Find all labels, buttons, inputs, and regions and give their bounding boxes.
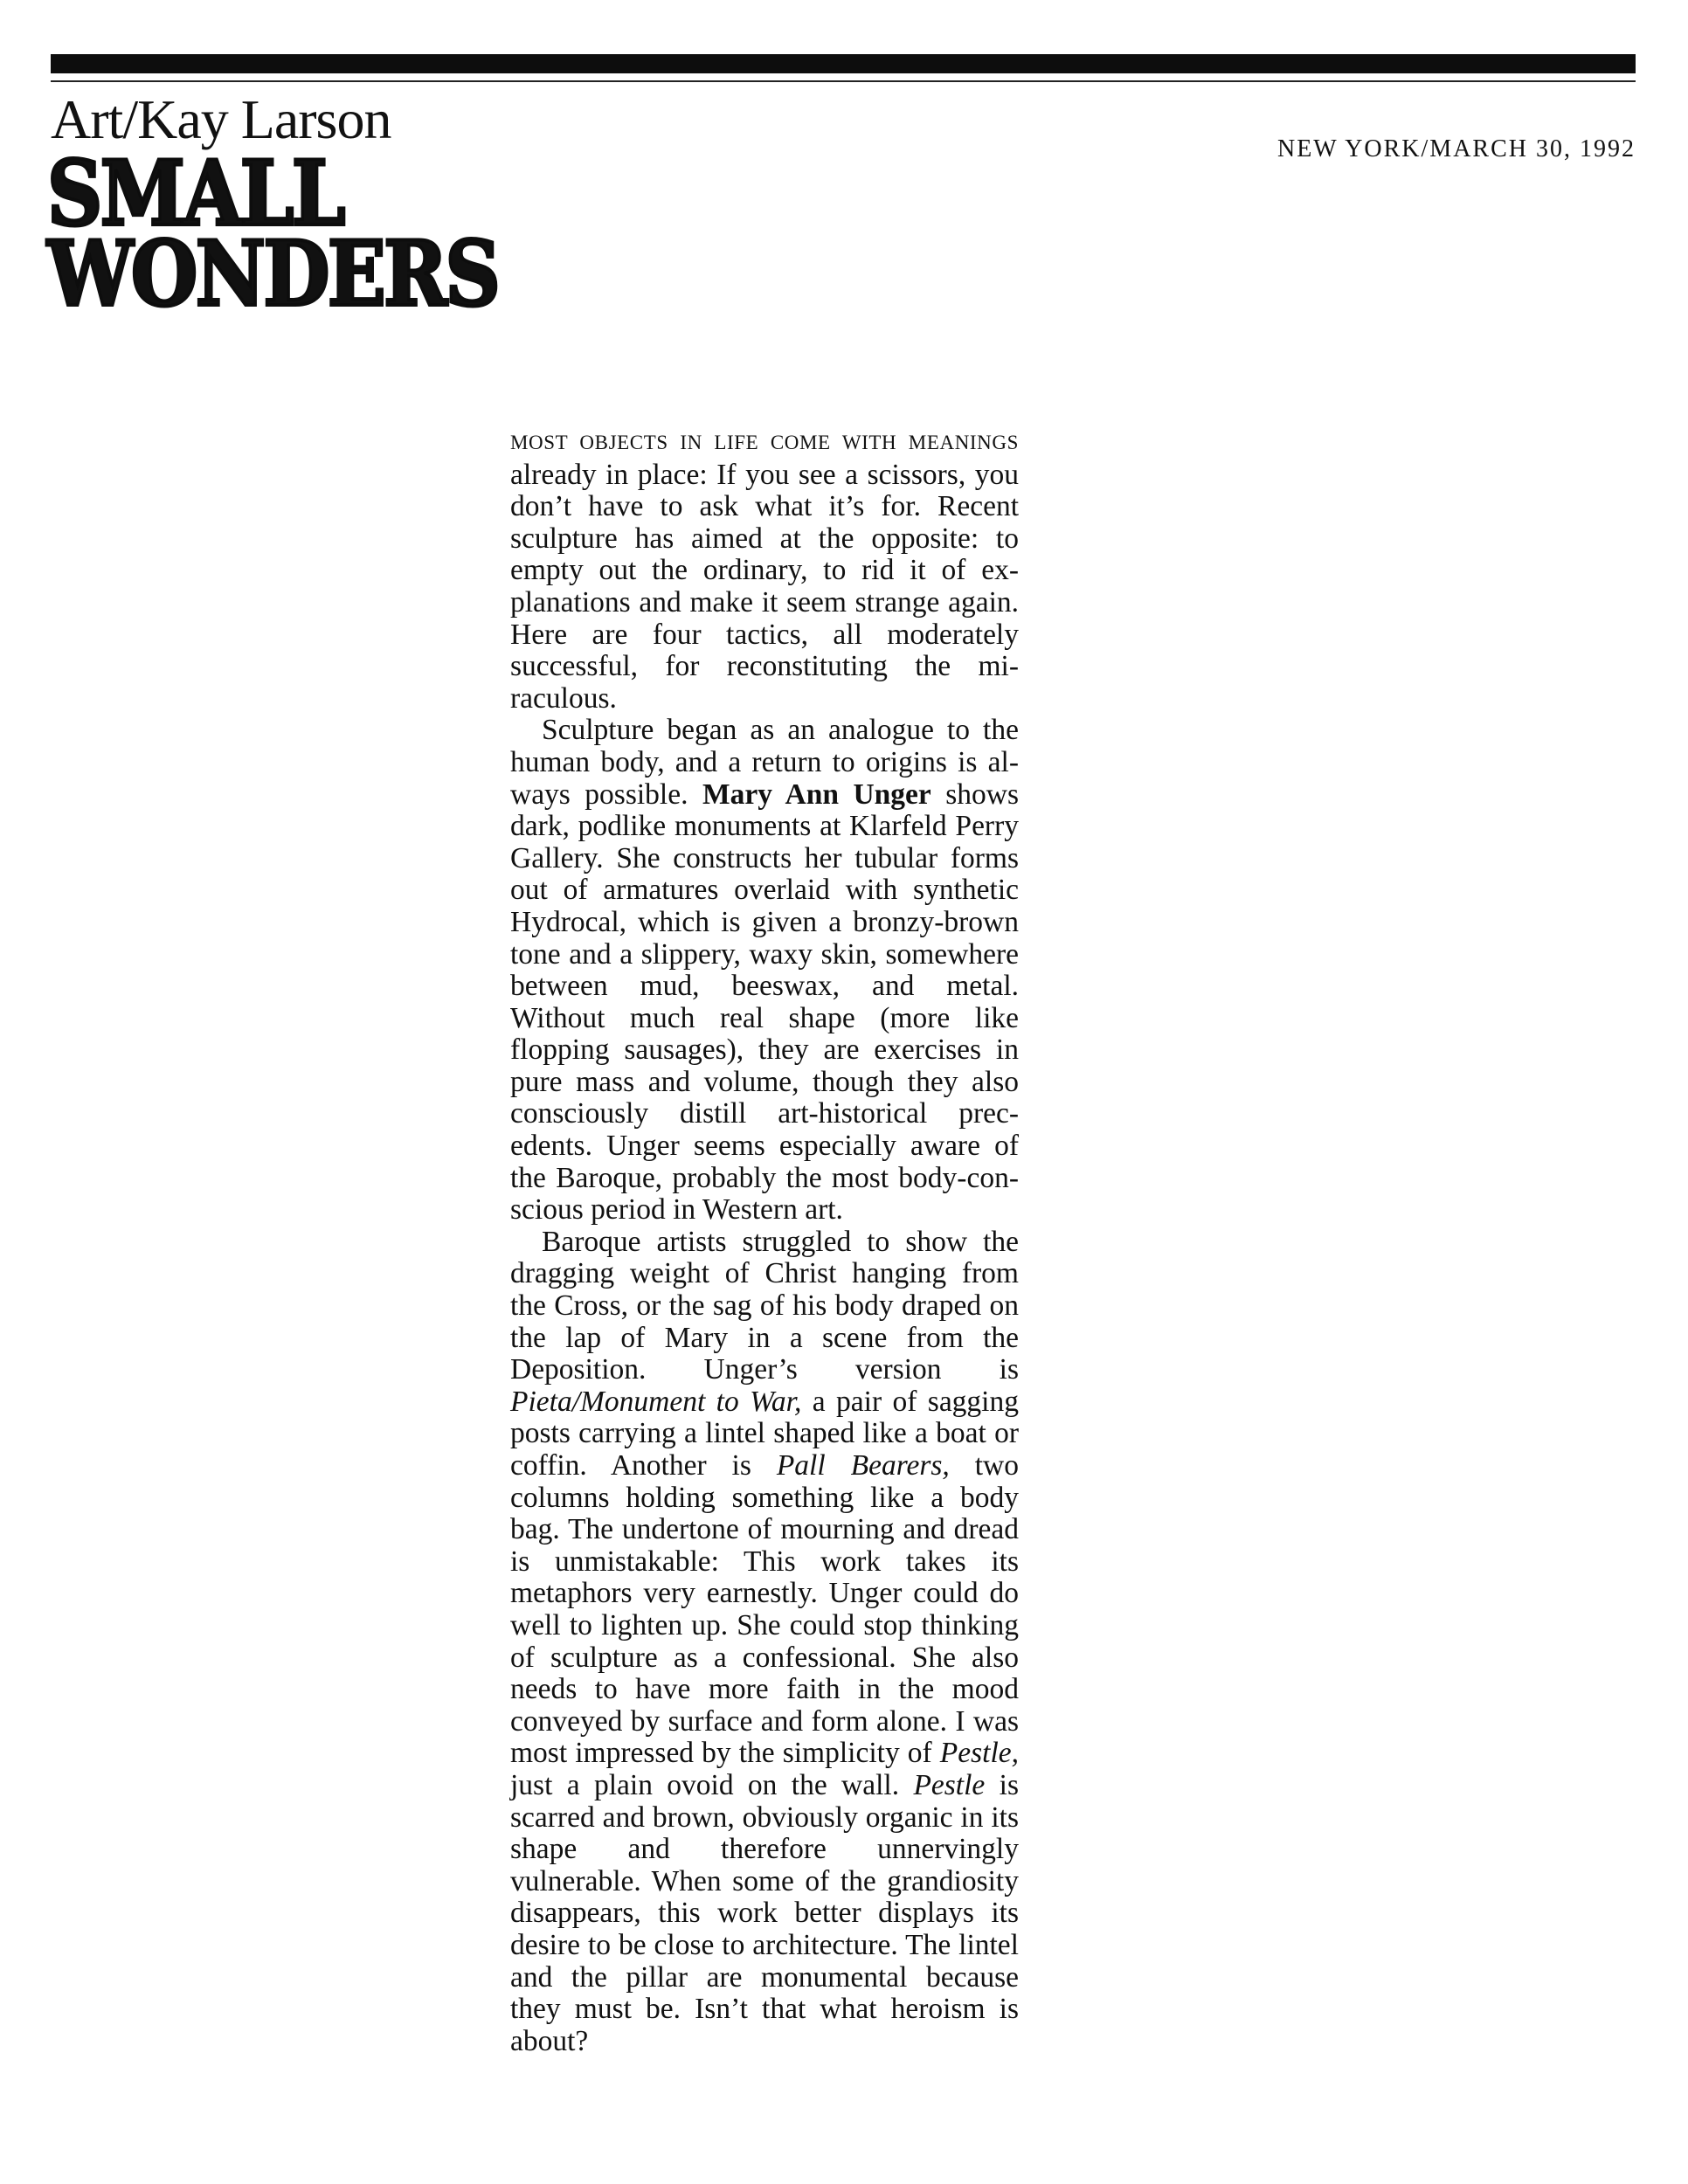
headline-line-1: SMALL xyxy=(47,142,343,246)
paragraph-3-text-b: a pair of sagging posts carrying a lintel shaped like a boat or coffin. Another is xyxy=(510,1385,1019,1482)
paragraph-3 xyxy=(510,1227,1019,2057)
paragraph-3-text-a: Baroque artists struggled to show the dragging weight of Christ hanging from the Cross, or the sag of his body draped on the lap of Mary in a scene from the Deposition. Unger’s version is xyxy=(510,1225,1019,1386)
top-black-rule xyxy=(51,54,1636,73)
artist-name: Mary Ann Unger xyxy=(702,778,931,811)
headline xyxy=(47,142,499,327)
headline-line-2: WONDERS xyxy=(47,222,499,327)
paragraph-2 xyxy=(510,715,1019,1227)
work-title-pall-bearers: Pall Bearers, xyxy=(776,1449,950,1482)
paragraph-2-text-a: Sculpture began as an analogue to the human body, and a return to origins is always possible. xyxy=(510,714,1019,811)
work-title-pestle-2: Pestle xyxy=(913,1768,986,1801)
work-title-pieta: Pieta/Monument to War, xyxy=(510,1385,802,1418)
article-body xyxy=(510,425,1019,2057)
paragraph-2-text-b: shows dark, podlike monuments at Klarfeld Perry Gallery. She constructs her tubular forms out of armatures overlaid with synthetic Hydrocal, which is given a bronzy-brown tone and a slippery, waxy skin, somewhere between mud, beeswax, and metal. Without much real shape (more like flopping sausages), they are exercises in pure mass and volume, though they also consciously distill art-historical precedents. Unger seems especially aware of the Baroque, probably the most body-conscious period in Western art. xyxy=(510,778,1020,1227)
paragraph-1 xyxy=(510,425,1019,715)
work-title-pestle: Pestle, xyxy=(939,1737,1019,1770)
department-byline: Art/Kay Larson xyxy=(51,88,391,150)
dateline: NEW YORK/MARCH 30, 1992 xyxy=(1276,135,1636,162)
paragraph-3-text-e: is scarred and brown, obviously organic in its shape and therefore unnervingly vulnerable. When some of the grandiosity disappears, this work better displays its desire to be close to architecture. The lintel and the pillar are monumental because they must be. Isn’t that what heroism is about? xyxy=(510,1768,1019,2057)
top-thin-rule xyxy=(51,80,1636,82)
lead-in: MOST OBJECTS IN LIFE COME WITH MEANINGS xyxy=(510,432,1019,453)
paragraph-3-text-c: two columns holding something like a body bag. The undertone of mourning and dread is unmistakable: This work takes its metaphors very earnestly. Unger could do well to lighten up. She could stop thinking of sculpture as a confessional. She also needs to have more faith in the mood conveyed by surface and form alone. I was most impressed by the simplicity of xyxy=(510,1449,1019,1770)
paragraph-1-text: already in place: If you see a scissors, you don’t have to ask what it’s for. Recent sculpture has aimed at the opposite: to empty out the ordinary, to rid it of explanations and make it seem strange again. Here are four tactics, all moderately successful, for reconstituting the miraculous. xyxy=(510,458,1019,715)
paragraph-3-text-d: just a plain ovoid on the wall. xyxy=(510,1768,914,1801)
